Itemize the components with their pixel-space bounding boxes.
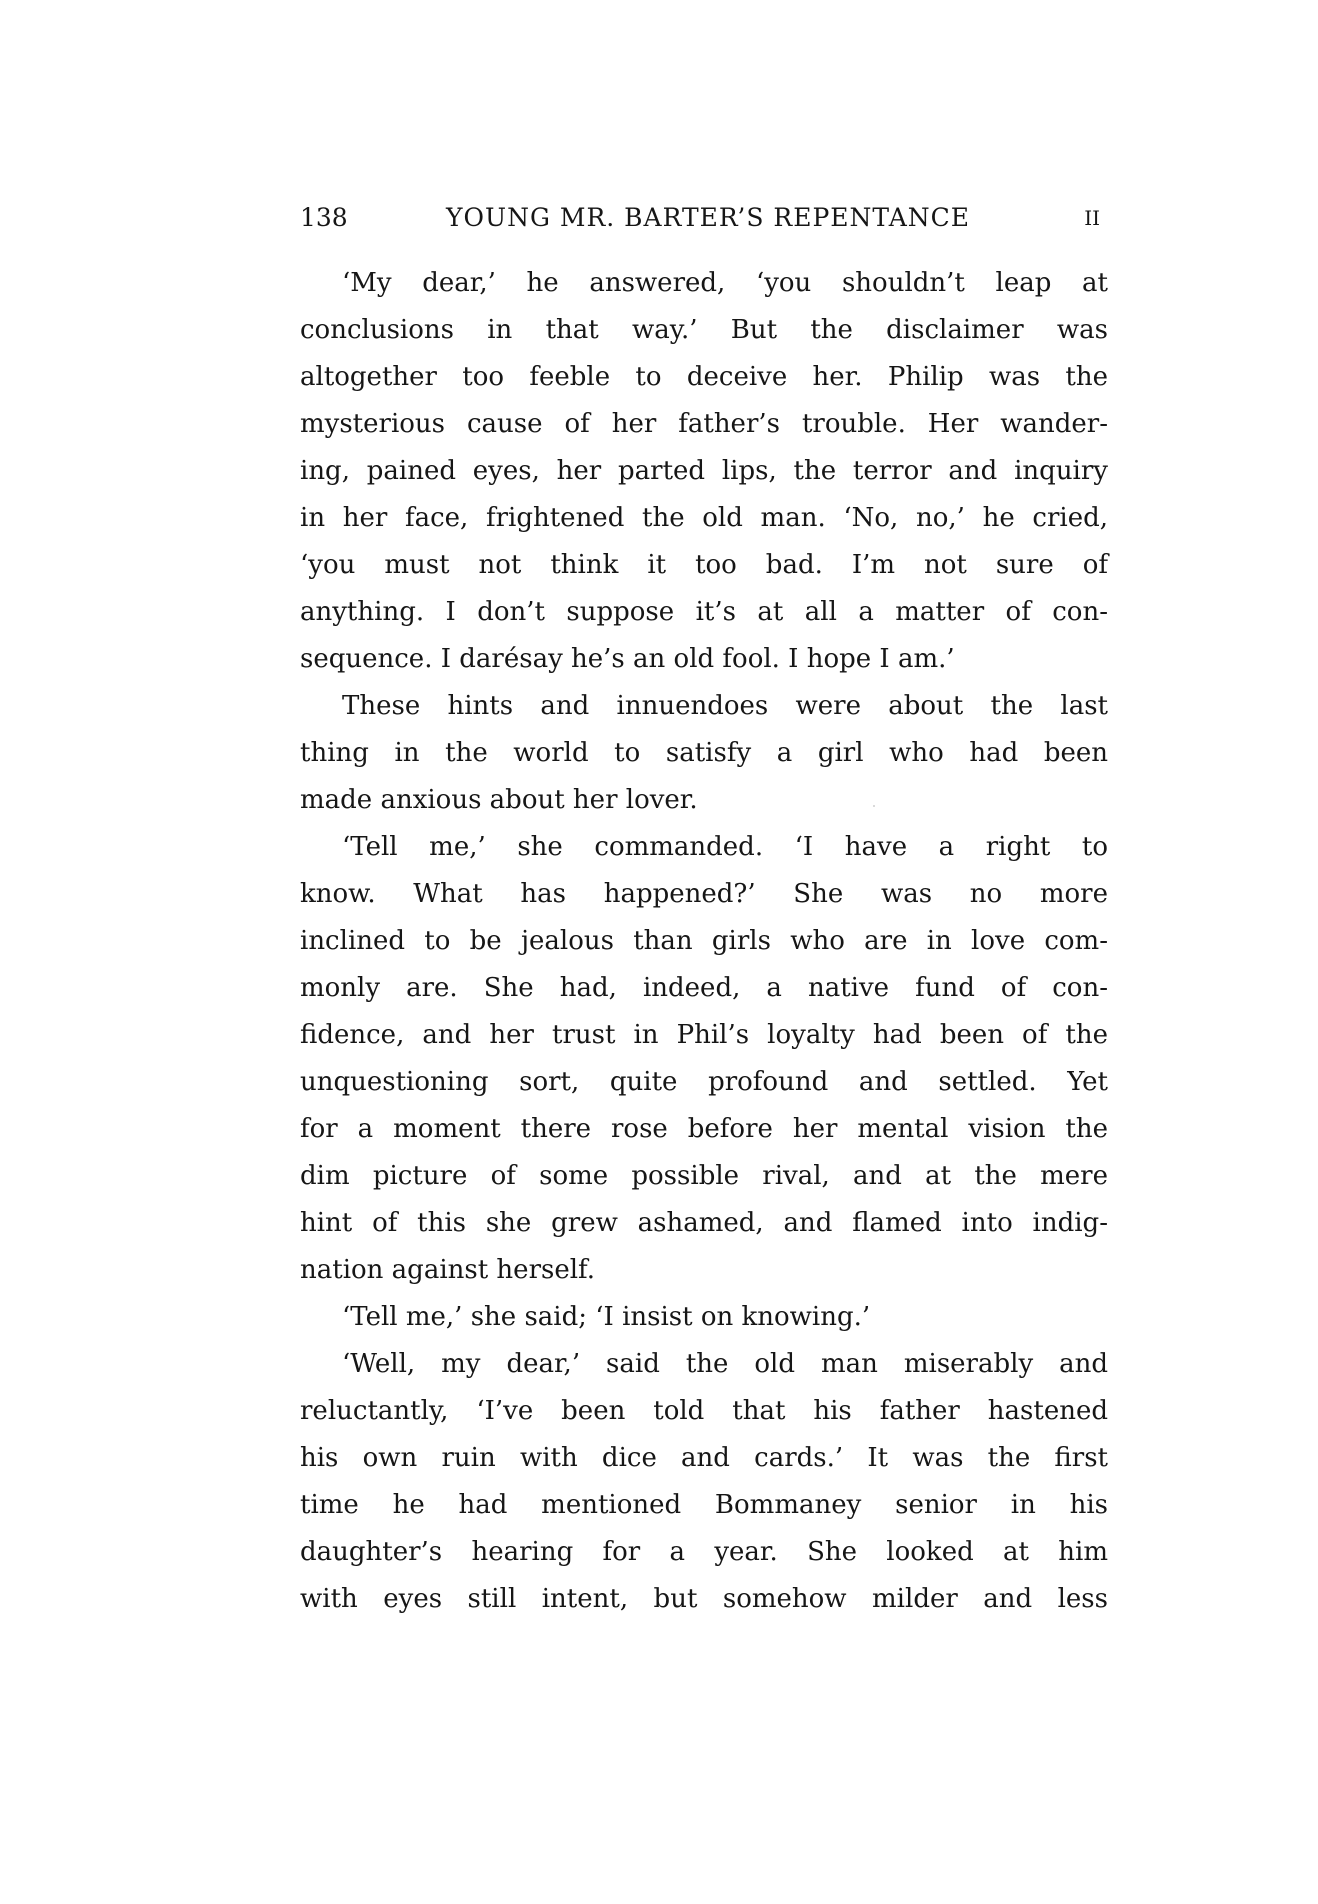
text-line: time he had mentioned Bommaney senior in his	[300, 1490, 1108, 1520]
text-line: anything. I don’t suppose it’s at all a matter of con-	[300, 597, 1108, 627]
text-line: reluctantly, ‘I’ve been told that his father hastened	[300, 1396, 1108, 1426]
text-line: ing, pained eyes, her parted lips, the terror and inquiry	[300, 456, 1108, 486]
text-line: sequence. I darésay he’s an old fool. I hope I am.’	[300, 644, 955, 674]
text-line: unquestioning sort, quite profound and settled. Yet	[300, 1067, 1108, 1097]
text-line: fidence, and her trust in Phil’s loyalty had been of the	[300, 1020, 1108, 1050]
text-line: These hints and innuendoes were about the last	[342, 691, 1108, 721]
text-line: conclusions in that way.’ But the disclaimer was	[300, 315, 1108, 345]
text-line: ‘My dear,’ he answered, ‘you shouldn’t leap at	[342, 268, 1108, 298]
text-line: daughter’s hearing for a year. She looked at him	[300, 1537, 1108, 1567]
text-line: with eyes still intent, but somehow milder and less	[300, 1584, 1108, 1614]
text-line: his own ruin with dice and cards.’ It was the first	[300, 1443, 1108, 1473]
text-line: nation against herself.	[300, 1255, 596, 1285]
text-line: altogether too feeble to deceive her. Philip was the	[300, 362, 1108, 392]
paper-speck	[873, 805, 875, 807]
text-line: monly are. She had, indeed, a native fund of con-	[300, 973, 1108, 1003]
text-line: mysterious cause of her father’s trouble. Her wander-	[300, 409, 1108, 439]
text-line: inclined to be jealous than girls who are in love com-	[300, 926, 1108, 956]
text-line: know. What has happened?’ She was no more	[300, 879, 1108, 909]
text-line: ‘Tell me,’ she said; ‘I insist on knowing.’	[342, 1302, 871, 1332]
body-text	[300, 260, 1108, 1623]
text-line: for a moment there rose before her mental vision the	[300, 1114, 1108, 1144]
running-title: YOUNG MR. BARTER’S REPENTANCE	[446, 203, 971, 232]
page-header	[300, 198, 1100, 238]
signature-mark: II	[1084, 206, 1100, 230]
text-line: hint of this she grew ashamed, and flamed into indig-	[300, 1208, 1108, 1238]
text-line: in her face, frightened the old man. ‘No, no,’ he cried,	[300, 503, 1108, 533]
text-line: dim picture of some possible rival, and at the mere	[300, 1161, 1108, 1191]
text-line: ‘you must not think it too bad. I’m not sure of	[300, 550, 1108, 580]
text-line: thing in the world to satisfy a girl who had been	[300, 738, 1108, 768]
text-line: made anxious about her lover.	[300, 785, 698, 815]
text-line: ‘Well, my dear,’ said the old man miserably and	[342, 1349, 1108, 1379]
text-line: ‘Tell me,’ she commanded. ‘I have a right to	[342, 832, 1108, 862]
page-number: 138	[300, 203, 348, 232]
